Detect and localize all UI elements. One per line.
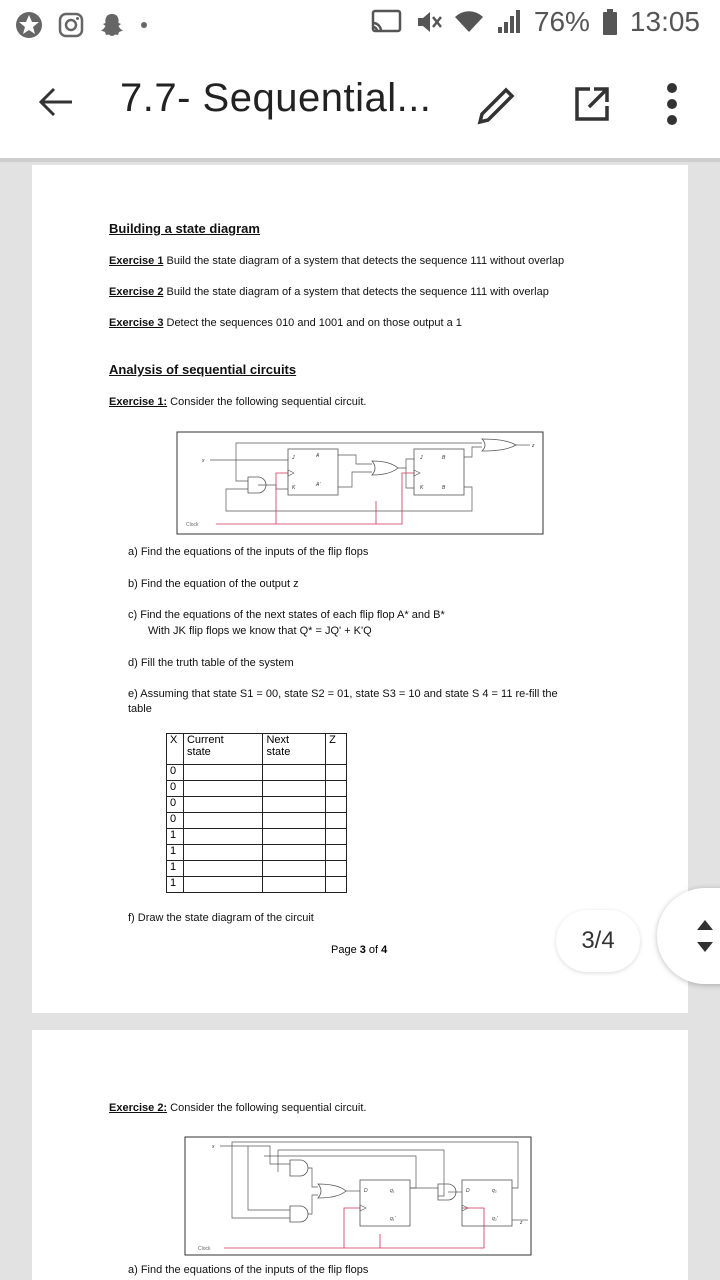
page-number-footer: Page 3 of 4 — [331, 944, 388, 956]
ffa-q-label: A — [316, 453, 320, 459]
cell-next-state — [263, 781, 326, 797]
ff2-q-label: q₂ — [492, 1188, 497, 1194]
status-bar — [0, 0, 720, 50]
ffb-k-label: K — [420, 485, 424, 491]
header-x: X — [167, 734, 184, 765]
signal-icon — [496, 9, 522, 35]
circuit2-z-label: z — [520, 1220, 523, 1226]
instagram-icon — [58, 12, 84, 38]
cell-next-state — [263, 877, 326, 893]
cell-x: 0 — [167, 781, 184, 797]
exercise-1-line — [109, 255, 564, 267]
ffb-qn-label: B — [442, 485, 446, 491]
ffb-q-label: B — [442, 455, 446, 461]
circuit-clock-label: Clock — [186, 522, 199, 528]
edit-pencil-icon[interactable] — [474, 84, 518, 128]
truth-table — [166, 733, 347, 893]
table-row — [167, 877, 347, 893]
wifi-icon — [454, 10, 484, 34]
cell-current-state — [183, 797, 263, 813]
exercise-2-circuit-label: Exercise 2: — [109, 1102, 168, 1114]
table-row — [167, 861, 347, 877]
cell-z — [326, 877, 347, 893]
ff2-qn-label: q₂' — [492, 1216, 498, 1222]
cell-x: 0 — [167, 765, 184, 781]
and-gate-bottom — [290, 1206, 308, 1222]
question-e-cont: table — [128, 703, 152, 715]
cell-next-state — [263, 845, 326, 861]
cell-z — [326, 829, 347, 845]
header-next-state: Next state — [263, 734, 326, 765]
cell-current-state — [183, 765, 263, 781]
cell-current-state — [183, 845, 263, 861]
circuit-x-label: x — [202, 458, 205, 464]
cell-current-state — [183, 829, 263, 845]
exercise-2-line — [109, 286, 549, 298]
cell-x: 0 — [167, 797, 184, 813]
pdf-page-4 — [32, 1030, 688, 1280]
page2-question-a: a) Find the equations of the inputs of the flip flops — [128, 1264, 369, 1276]
exercise-2-circuit-text: Consider the following sequential circuit. — [167, 1102, 367, 1114]
cast-icon — [370, 9, 402, 35]
question-f: f) Draw the state diagram of the circuit — [128, 912, 314, 924]
cell-next-state — [263, 829, 326, 845]
exercise-1-label: Exercise 1 — [109, 255, 164, 267]
open-external-icon[interactable] — [572, 84, 612, 124]
cell-next-state — [263, 765, 326, 781]
cell-z — [326, 797, 347, 813]
exercise-2-text: Build the state diagram of a system that detects the sequence 111 with overlap — [163, 286, 549, 298]
snapchat-icon — [98, 11, 126, 39]
exercise-1-text: Build the state diagram of a system that detects the sequence 111 without overlap — [163, 255, 565, 267]
cell-z — [326, 845, 347, 861]
page-down-icon[interactable] — [695, 940, 715, 954]
section-heading-state-diagram: Building a state diagram — [109, 221, 260, 236]
table-header-row — [167, 734, 347, 765]
ff1-d-label: D — [364, 1188, 368, 1194]
cell-z — [326, 765, 347, 781]
cell-current-state — [183, 781, 263, 797]
ffa-j-label: J — [292, 455, 295, 461]
header-current-state: Current state — [183, 734, 263, 765]
cell-z — [326, 813, 347, 829]
cell-z — [326, 861, 347, 877]
analysis-exercise-1-label: Exercise 1: — [109, 396, 168, 408]
ff1-q-label: q₁ — [390, 1188, 395, 1194]
ffb-j-label: J — [420, 455, 423, 461]
ff1-qn-label: q₁' — [390, 1216, 396, 1222]
question-a: a) Find the equations of the inputs of the flip flops — [128, 546, 369, 558]
cell-current-state — [183, 861, 263, 877]
circuit2-clock-label: Clock — [198, 1246, 211, 1252]
question-b: b) Find the equation of the output z — [128, 578, 299, 590]
back-arrow-icon[interactable] — [38, 86, 74, 118]
and-gate-top — [290, 1160, 308, 1176]
analysis-exercise-1-text: Consider the following sequential circuit. — [167, 396, 367, 408]
cell-current-state — [183, 813, 263, 829]
dot-icon — [140, 21, 148, 29]
pdf-page-3 — [32, 165, 688, 1013]
question-e: e) Assuming that state S1 = 00, state S2 = 01, state S3 = 10 and state S 4 = 11 re-fill the — [128, 688, 558, 700]
question-d: d) Fill the truth table of the system — [128, 657, 294, 669]
cell-next-state — [263, 861, 326, 877]
table-row — [167, 813, 347, 829]
header-z: Z — [326, 734, 347, 765]
table-row — [167, 781, 347, 797]
exercise-3-line — [109, 317, 462, 329]
table-row — [167, 765, 347, 781]
more-options-icon[interactable] — [664, 80, 680, 128]
exercise-2-label: Exercise 2 — [109, 286, 164, 298]
document-title: 7.7- Sequential... — [120, 76, 432, 120]
cell-x: 1 — [167, 829, 184, 845]
cell-next-state — [263, 797, 326, 813]
section-heading-analysis: Analysis of sequential circuits — [109, 362, 297, 377]
page-indicator: 3/4 — [556, 910, 640, 972]
app-bar — [0, 50, 720, 158]
cell-x: 1 — [167, 877, 184, 893]
app-bar-divider — [0, 158, 720, 162]
table-row — [167, 797, 347, 813]
cell-current-state — [183, 877, 263, 893]
exercise-3-label: Exercise 3 — [109, 317, 164, 329]
mute-icon — [414, 8, 442, 36]
table-row — [167, 845, 347, 861]
cell-x: 1 — [167, 861, 184, 877]
ffa-qn-label: A' — [316, 482, 321, 488]
clock-time: 13:05 — [629, 6, 700, 37]
flip-flop-q2 — [462, 1180, 512, 1226]
question-c: c) Find the equations of the next states of each flip flop A* and B* — [128, 609, 445, 621]
exercise-2-circuit-line — [109, 1102, 366, 1114]
ff2-d-label: D — [466, 1188, 470, 1194]
app-notification-icon — [14, 10, 44, 40]
flip-flop-q1 — [360, 1180, 410, 1226]
question-c-formula: With JK flip flops we know that Q* = JQ' + K'Q — [148, 625, 372, 637]
cell-next-state — [263, 813, 326, 829]
circuit-z-label: z — [532, 443, 535, 449]
ffa-k-label: K — [292, 485, 296, 491]
cell-x: 1 — [167, 845, 184, 861]
analysis-exercise-1-line — [109, 396, 366, 408]
flip-flop-a — [288, 449, 338, 495]
cell-x: 0 — [167, 813, 184, 829]
circuit2-x-label: x — [212, 1144, 215, 1150]
cell-z — [326, 781, 347, 797]
battery-percent: 76% — [533, 6, 590, 37]
battery-icon — [602, 8, 618, 36]
page-up-icon[interactable] — [695, 918, 715, 932]
exercise-3-text: Detect the sequences 010 and 1001 and on those output a 1 — [163, 317, 462, 329]
circuit-diagram-1 — [176, 431, 544, 535]
table-row — [167, 829, 347, 845]
circuit-diagram-2 — [184, 1136, 532, 1256]
